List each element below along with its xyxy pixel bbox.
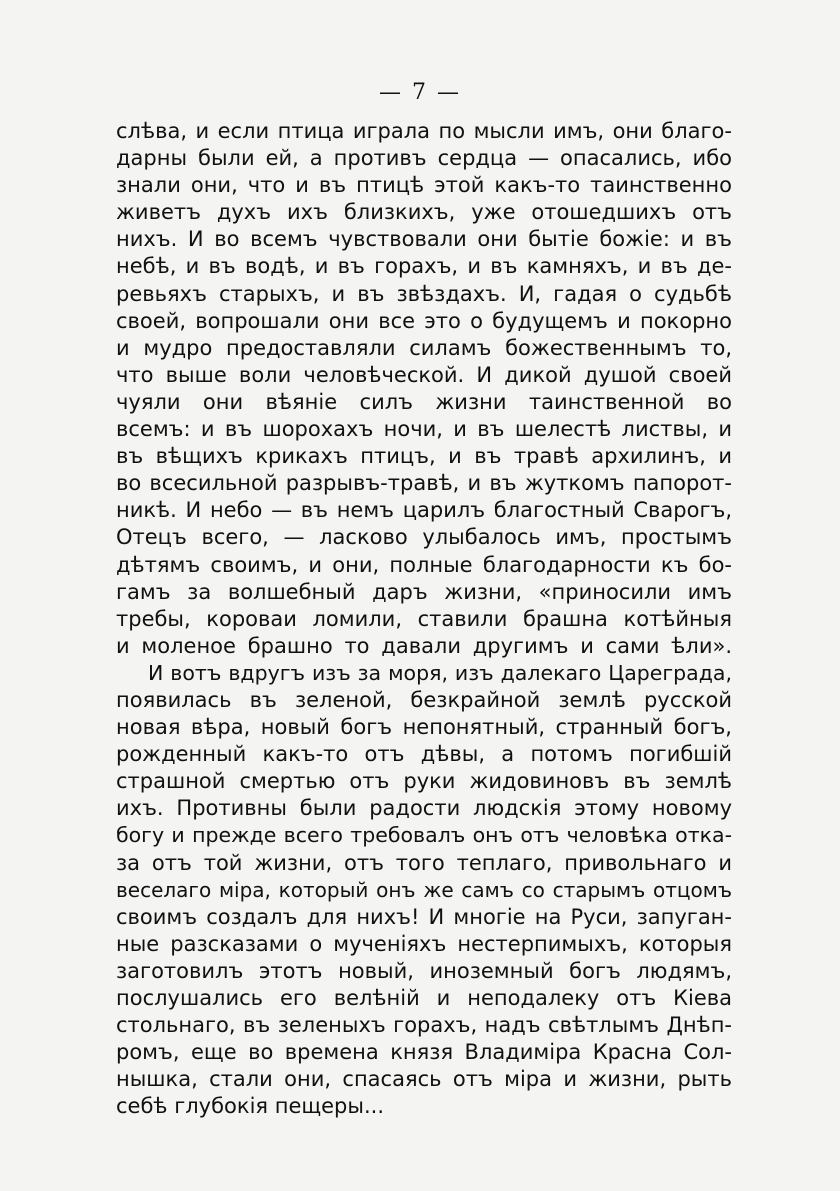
text-line: знали они, что и въ птицѣ этой какъ-то таинственно — [116, 173, 732, 198]
text-line: веселаго міра, который онъ же самъ со старымъ отцомъ — [116, 877, 732, 902]
text-line: и мудро предоставляли силамъ божественнымъ то, — [116, 335, 732, 360]
page-number: — 7 — — [379, 80, 461, 105]
text-line: за отъ той жизни, отъ того теплаго, привольнаго и — [116, 850, 732, 875]
text-line: нышка, стали они, спасаясь отъ міра и жизни, рыть — [116, 1067, 732, 1092]
text-line: И вотъ вдругъ изъ за моря, изъ далекаго Цареграда, — [148, 660, 732, 685]
text-line: никѣ. И небо — въ немъ царилъ благостный Сварогъ, — [116, 498, 732, 523]
text-line: небѣ, и въ водѣ, и въ горахъ, и въ камняхъ, и въ де- — [116, 254, 732, 279]
text-line: появилась въ зеленой, безкрайной землѣ русской — [116, 687, 732, 712]
text-line: богу и прежде всего требовалъ онъ отъ человѣка отка- — [116, 823, 732, 848]
text-line: нихъ. И во всемъ чувствовали они бытіе божіе: и въ — [116, 227, 732, 252]
text-line: слѣва, и если птица играла по мысли имъ, они благо- — [116, 119, 732, 143]
text-line: ные разсказами о мученіяхъ нестерпимыхъ, которыя — [116, 931, 732, 956]
text-line: страшной смертью отъ руки жидовиновъ въ землѣ — [116, 769, 732, 794]
text-line: Отецъ всего, — ласково улыбалось имъ, простымъ — [116, 525, 732, 550]
text-line: ромъ, еще во времена князя Владиміра Красна Сол- — [116, 1040, 732, 1065]
text-line: во всесильной разрывъ-травѣ, и въ жуткомъ папорот- — [116, 471, 732, 496]
text-line: рожденный какъ-то отъ дѣвы, а потомъ погибшій — [116, 742, 732, 767]
text-line: ревьяхъ старыхъ, и въ звѣздахъ. И, гадая о судьбѣ — [116, 281, 732, 306]
text-line: дарны были ей, а противъ сердца — опасались, ибо — [116, 146, 732, 171]
text-line: ихъ. Противны были радости людскія этому новому — [116, 796, 732, 821]
text-line: живетъ духъ ихъ близкихъ, уже отошедшихъ отъ — [116, 200, 732, 225]
text-line: дѣтямъ своимъ, и они, полные благодарности къ бо- — [116, 552, 732, 577]
text-line: себѣ глубокія пещеры... — [116, 1094, 384, 1119]
text-line: всемъ: и въ шорохахъ ночи, и въ шелестѣ листвы, и — [116, 417, 732, 442]
text-line: что выше воли человѣческой. И дикой душой своей — [116, 362, 732, 387]
text-line: послушались его велѣній и неподалеку отъ Кіева — [116, 986, 732, 1010]
text-line: гамъ за волшебный даръ жизни, «приносили имъ — [116, 579, 732, 604]
text-line: стольнаго, въ зеленыхъ горахъ, надъ свѣтлымъ Днѣп- — [116, 1013, 732, 1038]
text-line: въ вѣщихъ крикахъ птицъ, и въ травѣ архилинъ, и — [116, 444, 732, 469]
text-line: и моленое брашно то давали другимъ и сами ѣли». — [116, 633, 732, 658]
text-line: новая вѣра, новый богъ непонятный, странный богъ, — [116, 715, 732, 740]
text-line: заготовилъ этотъ новый, иноземный богъ людямъ, — [116, 958, 732, 983]
text-line: своимъ создалъ для нихъ! И многіе на Руси, запуган- — [116, 904, 732, 929]
body-text — [116, 118, 732, 1120]
text-line: чуяли они вѣяніе силъ жизни таинственной во — [116, 389, 732, 414]
text-line: своей, вопрошали они все это о будущемъ и покорно — [116, 308, 732, 333]
text-line: требы, короваи ломили, ставили брашна котѣйныя — [116, 606, 732, 631]
